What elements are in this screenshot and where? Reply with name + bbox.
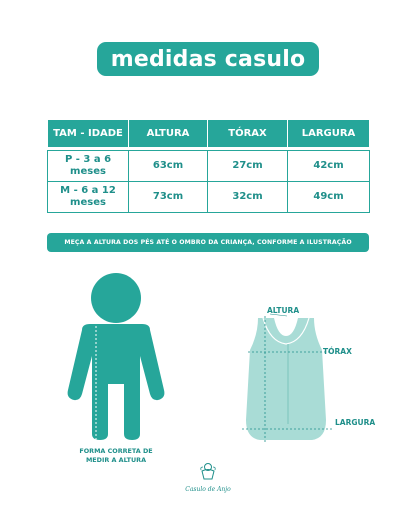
- table-header-row: [48, 120, 370, 148]
- cell-size: P - 3 a 6 meses: [48, 151, 129, 182]
- cell-width: 49cm: [288, 182, 370, 213]
- cell-chest: 32cm: [208, 182, 288, 213]
- label-height: ALTURA: [267, 306, 300, 315]
- child-caption: FORMA CORRETA DE MEDIR A ALTURA: [79, 447, 153, 464]
- header-height: ALTURA: [129, 120, 208, 148]
- child-silhouette-icon: [60, 272, 172, 442]
- logo-text: Casulo de Anjo: [185, 486, 231, 493]
- cell-height: 73cm: [129, 182, 208, 213]
- label-chest: TÓRAX: [323, 347, 352, 356]
- table-row: [48, 182, 370, 213]
- cell-height: 63cm: [129, 151, 208, 182]
- header-chest: TÓRAX: [208, 120, 288, 148]
- cell-size: M - 6 a 12 meses: [48, 182, 129, 213]
- header-size: TAM - IDADE: [48, 120, 129, 148]
- table-row: [48, 151, 370, 182]
- page-title: medidas casulo: [97, 42, 319, 76]
- header-width: LARGURA: [288, 120, 370, 148]
- size-table: [47, 119, 370, 213]
- instruction-banner: MEÇA A ALTURA DOS PÉS ATÉ O OMBRO DA CRIANÇA, CONFORME A ILUSTRAÇÃO: [47, 233, 369, 252]
- cell-chest: 27cm: [208, 151, 288, 182]
- cell-width: 42cm: [288, 151, 370, 182]
- label-width: LARGURA: [335, 418, 376, 427]
- angel-logo-icon: [200, 462, 216, 480]
- brand-logo: [185, 462, 231, 493]
